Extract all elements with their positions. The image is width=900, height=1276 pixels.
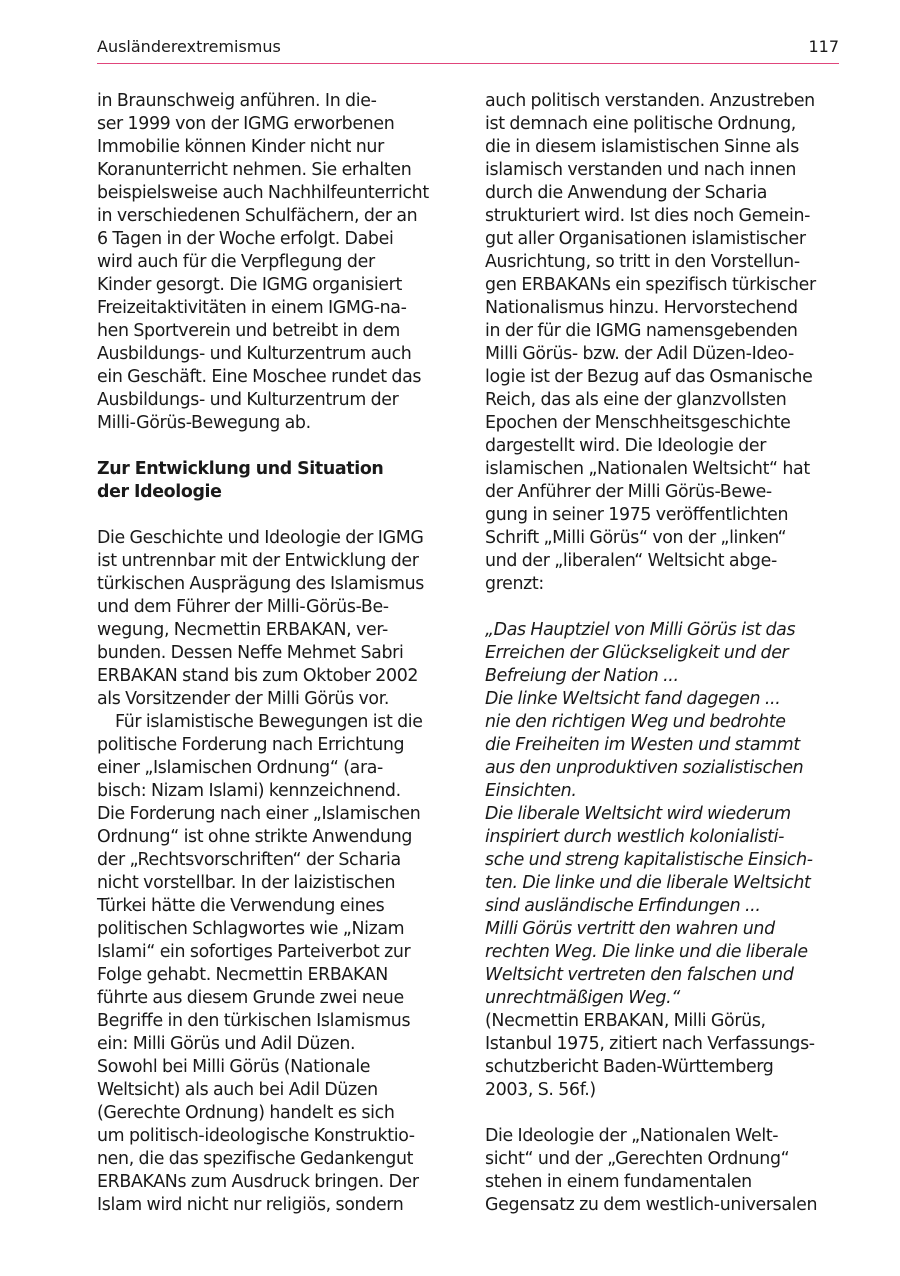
quote-line: Die linke Weltsicht fand dagegen ... xyxy=(485,689,781,709)
text-line: Immobilie können Kinder nicht nur xyxy=(97,137,384,157)
text-line: grenzt: xyxy=(485,574,544,594)
quote-line: Weltsicht vertreten den falschen und xyxy=(485,965,794,985)
text-line: gut aller Organisationen islamistischer xyxy=(485,229,806,249)
paragraph-political-order xyxy=(485,90,845,596)
text-line: türkischen Ausprägung des Islamismus xyxy=(97,574,425,594)
text-line: politische Forderung nach Errichtung xyxy=(97,735,405,755)
text-line: Die Forderung nach einer „Islamischen xyxy=(97,804,421,824)
text-line: Epochen der Menschheitsgeschichte xyxy=(485,413,791,433)
citation-line: 2003, S. 56f.) xyxy=(485,1080,596,1100)
text-line: Schrift „Milli Görüs“ von der „linken“ xyxy=(485,528,787,548)
spacer xyxy=(485,596,845,619)
text-line: die in diesem islamistischen Sinne als xyxy=(485,137,799,157)
text-line: nen, die das spezifische Gedankengut xyxy=(97,1149,414,1169)
quote-line: Die liberale Weltsicht wird wiederum xyxy=(485,804,791,824)
text-line: in der für die IGMG namensgebenden xyxy=(485,321,798,341)
quote-line: nie den richtigen Weg und bedrohte xyxy=(485,712,786,732)
text-line: Milli-Görüs-Bewegung ab. xyxy=(97,413,311,433)
heading-line: der Ideologie xyxy=(97,482,222,502)
text-line: als Vorsitzender der Milli Görüs vor. xyxy=(97,689,390,709)
text-line: Ausbildungs- und Kulturzentrum auch xyxy=(97,344,412,364)
quote-line: sind ausländische Erfindungen ... xyxy=(485,896,761,916)
text-line: Milli Görüs- bzw. der Adil Düzen-Ideo- xyxy=(485,344,794,364)
text-line: wird auch für die Verpflegung der xyxy=(97,252,375,272)
text-line: wegung, Necmettin ERBAKAN, ver- xyxy=(97,620,388,640)
text-line: sicht“ und der „Gerechten Ordnung“ xyxy=(485,1149,790,1169)
text-line: der „Rechtsvorschriften“ der Scharia xyxy=(97,850,401,870)
quote-line: rechten Weg. Die linke und die liberale xyxy=(485,942,808,962)
header-divider xyxy=(97,63,839,64)
quote-line: sche und streng kapitalistische Einsich- xyxy=(485,850,813,870)
text-line: führte aus diesem Grunde zwei neue xyxy=(97,988,404,1008)
quote-line: aus den unproduktiven sozialistischen xyxy=(485,758,804,778)
text-line: Weltsicht) als auch bei Adil Düzen xyxy=(97,1080,378,1100)
citation-line: (Necmettin ERBAKAN, Milli Görüs, xyxy=(485,1011,766,1031)
text-line: strukturiert wird. Ist dies noch Gemein- xyxy=(485,206,811,226)
text-line: in Braunschweig anführen. In die- xyxy=(97,91,377,111)
quote-line: „Das Hauptziel von Milli Görüs ist das xyxy=(485,620,796,640)
paragraph-history xyxy=(97,527,457,711)
text-line: bunden. Dessen Neffe Mehmet Sabri xyxy=(97,643,404,663)
text-line: Kinder gesorgt. Die IGMG organisiert xyxy=(97,275,402,295)
quote-line: inspiriert durch westlich kolonialisti- xyxy=(485,827,785,847)
spacer xyxy=(97,435,457,458)
text-line: Reich, das als eine der glanzvollsten xyxy=(485,390,787,410)
text-line: Islami“ ein sofortiges Parteiverbot zur xyxy=(97,942,411,962)
spacer xyxy=(97,504,457,527)
block-quote xyxy=(485,619,845,1010)
text-line: politischen Schlagwortes wie „Nizam xyxy=(97,919,405,939)
text-line: hen Sportverein und betreibt in dem xyxy=(97,321,400,341)
text-line: Nationalismus hinzu. Hervorstechend xyxy=(485,298,798,318)
quote-line: Milli Görüs vertritt den wahren und xyxy=(485,919,775,939)
text-line: nicht vorstellbar. In der laizistischen xyxy=(97,873,396,893)
text-line: Ordnung“ ist ohne strikte Anwendung xyxy=(97,827,413,847)
text-line: der Anführer der Milli Görüs-Bewe- xyxy=(485,482,772,502)
text-line: Für islamistische Bewegungen ist die xyxy=(115,712,423,732)
running-header-title: Ausländerextremismus xyxy=(97,37,281,56)
quote-line: unrechtmäßigen Weg.“ xyxy=(485,988,680,1008)
text-line: in verschiedenen Schulfächern, der an xyxy=(97,206,418,226)
text-line: Sowohl bei Milli Görüs (Nationale xyxy=(97,1057,371,1077)
text-line: Ausrichtung, so tritt in den Vorstellun- xyxy=(485,252,800,272)
quote-citation xyxy=(485,1010,845,1102)
quote-line: Befreiung der Nation ... xyxy=(485,666,679,686)
spacer xyxy=(485,1102,845,1125)
text-line: ein: Milli Görüs und Adil Düzen. xyxy=(97,1034,356,1054)
text-line: Gegensatz zu dem westlich-universalen xyxy=(485,1195,818,1215)
page-number: 117 xyxy=(808,37,839,56)
text-line: islamisch verstanden und nach innen xyxy=(485,160,797,180)
running-header xyxy=(97,36,839,62)
text-line: durch die Anwendung der Scharia xyxy=(485,183,768,203)
text-line: Ausbildungs- und Kulturzentrum der xyxy=(97,390,399,410)
text-line: (Gerechte Ordnung) handelt es sich xyxy=(97,1103,395,1123)
text-line: Die Ideologie der „Nationalen Welt- xyxy=(485,1126,779,1146)
text-line: logie ist der Bezug auf das Osmanische xyxy=(485,367,813,387)
text-line: Islam wird nicht nur religiös, sondern xyxy=(97,1195,404,1215)
text-line: und dem Führer der Milli-Görüs-Be- xyxy=(97,597,389,617)
citation-line: schutzbericht Baden-Württemberg xyxy=(485,1057,774,1077)
text-line: Folge gehabt. Necmettin ERBAKAN xyxy=(97,965,388,985)
text-line: Begriffe in den türkischen Islamismus xyxy=(97,1011,411,1031)
paragraph-braunschweig xyxy=(97,90,457,435)
text-line: ist untrennbar mit der Entwicklung der xyxy=(97,551,419,571)
text-line: Koranunterricht nehmen. Sie erhalten xyxy=(97,160,412,180)
quote-line: Erreichen der Glückseligkeit und der xyxy=(485,643,789,663)
text-line: stehen in einem fundamentalen xyxy=(485,1172,752,1192)
citation-line: Istanbul 1975, zitiert nach Verfassungs- xyxy=(485,1034,815,1054)
text-line: 6 Tagen in der Woche erfolgt. Dabei xyxy=(97,229,394,249)
text-line: bisch: Nizam Islami) kennzeichnend. xyxy=(97,781,401,801)
text-line: gen ERBAKANs ein spezifisch türkischer xyxy=(485,275,816,295)
text-line: einer „Islamischen Ordnung“ (ara- xyxy=(97,758,383,778)
text-line: gung in seiner 1975 veröffentlichten xyxy=(485,505,789,525)
text-line: Die Geschichte und Ideologie der IGMG xyxy=(97,528,424,548)
quote-line: die Freiheiten im Westen und stammt xyxy=(485,735,800,755)
left-column xyxy=(97,90,457,1217)
right-column xyxy=(485,90,845,1217)
text-line: um politisch-ideologische Konstruktio- xyxy=(97,1126,415,1146)
paragraph-ideology xyxy=(485,1125,845,1217)
paragraph-islamic-order xyxy=(97,711,457,1217)
text-line: ser 1999 von der IGMG erworbenen xyxy=(97,114,395,134)
section-heading xyxy=(97,458,457,504)
text-line: ein Geschäft. Eine Moschee rundet das xyxy=(97,367,422,387)
quote-line: ten. Die linke und die liberale Weltsicht xyxy=(485,873,811,893)
text-line: beispielsweise auch Nachhilfeunterricht xyxy=(97,183,429,203)
text-line: dargestellt wird. Die Ideologie der xyxy=(485,436,767,456)
quote-line: Einsichten. xyxy=(485,781,577,801)
text-line: Freizeitaktivitäten in einem IGMG-na- xyxy=(97,298,407,318)
text-line: ERBAKAN stand bis zum Oktober 2002 xyxy=(97,666,419,686)
text-line: ERBAKANs zum Ausdruck bringen. Der xyxy=(97,1172,419,1192)
text-line: und der „liberalen“ Weltsicht abge- xyxy=(485,551,777,571)
text-line: auch politisch verstanden. Anzustreben xyxy=(485,91,815,111)
text-line: islamischen „Nationalen Weltsicht“ hat xyxy=(485,459,810,479)
text-line: ist demnach eine politische Ordnung, xyxy=(485,114,796,134)
text-line: Türkei hätte die Verwendung eines xyxy=(97,896,385,916)
heading-line: Zur Entwicklung und Situation xyxy=(97,459,384,479)
